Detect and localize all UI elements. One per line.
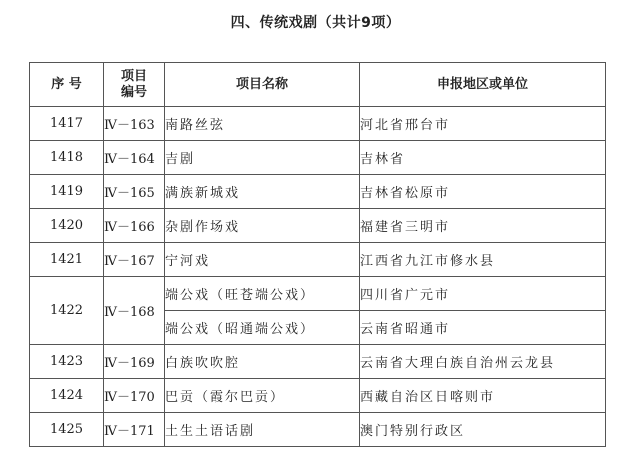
- cell-region: 云南省大理白族自治州云龙县: [360, 345, 606, 379]
- table-body: [30, 107, 606, 447]
- cell-region: 西藏自治区日喀则市: [360, 379, 606, 413]
- cell-project-code: Ⅳ－164: [104, 141, 165, 175]
- cell-project-name: 白族吹吹腔: [165, 345, 360, 379]
- table-row: [30, 379, 606, 413]
- cell-region: 江西省九江市修水县: [360, 243, 606, 277]
- header-serial-number: 序 号: [30, 63, 104, 107]
- cell-serial-number: 1421: [30, 243, 104, 277]
- cell-project-code: Ⅳ－163: [104, 107, 165, 141]
- cell-project-name: 杂剧作场戏: [165, 209, 360, 243]
- table-row: [30, 107, 606, 141]
- table-row: [30, 175, 606, 209]
- cell-project-name: 南路丝弦: [165, 107, 360, 141]
- cell-serial-number: 1419: [30, 175, 104, 209]
- cell-region: 吉林省: [360, 141, 606, 175]
- cell-project-name: 端公戏（昭通端公戏）: [165, 311, 360, 345]
- heritage-table: [29, 62, 606, 447]
- cell-region: 澳门特别行政区: [360, 413, 606, 447]
- header-project-code-line1: 项目: [120, 68, 147, 84]
- cell-project-code: Ⅳ－169: [104, 345, 165, 379]
- cell-project-code: Ⅳ－168: [104, 277, 165, 345]
- cell-project-code: Ⅳ－170: [104, 379, 165, 413]
- cell-project-name: 吉剧: [165, 141, 360, 175]
- cell-region: 福建省三明市: [360, 209, 606, 243]
- header-project-name: 项目名称: [165, 63, 360, 107]
- cell-project-code: Ⅳ－166: [104, 209, 165, 243]
- cell-serial-number: 1423: [30, 345, 104, 379]
- cell-project-code: Ⅳ－171: [104, 413, 165, 447]
- page-title: 四、传统戏剧（共计9项）: [230, 15, 401, 31]
- table-row: [30, 277, 606, 311]
- cell-serial-number: 1425: [30, 413, 104, 447]
- cell-project-name: 端公戏（旺苍端公戏）: [165, 277, 360, 311]
- header-project-code: [104, 63, 165, 107]
- cell-region: 四川省广元市: [360, 277, 606, 311]
- cell-project-name: 宁河戏: [165, 243, 360, 277]
- cell-project-code: Ⅳ－167: [104, 243, 165, 277]
- table-row: [30, 209, 606, 243]
- header-project-code-line2: 编号: [120, 84, 147, 100]
- table-row: [30, 345, 606, 379]
- cell-project-name: 满族新城戏: [165, 175, 360, 209]
- table-header-row: [30, 63, 606, 107]
- cell-project-code: Ⅳ－165: [104, 175, 165, 209]
- table-row: [30, 413, 606, 447]
- header-region: 申报地区或单位: [360, 63, 606, 107]
- table-row: [30, 243, 606, 277]
- cell-region: 河北省邢台市: [360, 107, 606, 141]
- cell-serial-number: 1422: [30, 277, 104, 345]
- cell-serial-number: 1420: [30, 209, 104, 243]
- table-row: [30, 141, 606, 175]
- cell-project-name: 土生土语话剧: [165, 413, 360, 447]
- cell-serial-number: 1418: [30, 141, 104, 175]
- cell-region: 吉林省松原市: [360, 175, 606, 209]
- cell-serial-number: 1424: [30, 379, 104, 413]
- cell-project-name: 巴贡（霞尔巴贡）: [165, 379, 360, 413]
- cell-region: 云南省昭通市: [360, 311, 606, 345]
- cell-serial-number: 1417: [30, 107, 104, 141]
